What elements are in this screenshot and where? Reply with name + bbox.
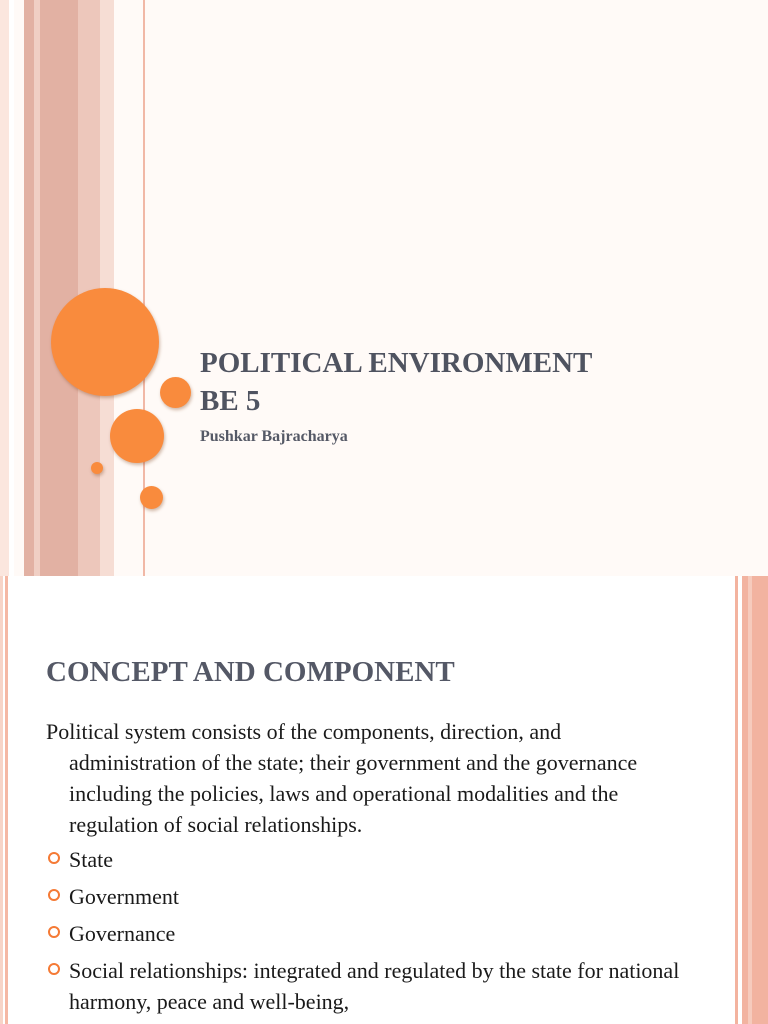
bullet-circle-icon [48,852,60,864]
content-slide [0,576,768,1024]
title-line-2: BE 5 [200,385,261,417]
list-item [46,955,686,1017]
list-item [46,918,686,949]
list-item-text: Social relationships: integrated and regulated by the state for national harmony, peace and well-being, [69,958,680,1014]
decorative-band [34,0,40,576]
decorative-band [24,0,78,576]
decorative-band [0,0,9,576]
list-item-text: State [69,847,113,872]
slide-title: CONCEPT AND COMPONENT [46,656,455,688]
presentation-title [200,344,720,420]
list-item-text: Government [69,884,179,909]
bullet-circle-icon [48,889,60,901]
decorative-circle-tiny [91,462,103,474]
decorative-band [735,576,738,1024]
decorative-circle-small [140,486,163,509]
decorative-band [742,576,768,1024]
list-item-text: Governance [69,921,176,946]
decorative-circle-large [51,288,159,396]
list-item [46,844,686,875]
bullet-list [46,844,686,1017]
title-line-1: POLITICAL ENVIRONMENT [200,347,593,379]
decorative-circle-medium [110,409,164,463]
decorative-band [0,576,3,1024]
decorative-band [9,0,14,576]
bullet-circle-icon [48,963,60,975]
author-name: Pushkar Bajracharya [200,428,348,445]
bullet-circle-icon [48,926,60,938]
decorative-band [5,576,8,1024]
intro-paragraph: Political system consists of the components, direction, and administration of the state; their government and the governance including the policies, laws and operational modalities and the regulation of social relationships. [46,719,638,837]
list-item [46,881,686,912]
slide-body [46,716,686,1023]
decorative-band [748,576,752,1024]
decorative-circle-small [160,377,191,408]
